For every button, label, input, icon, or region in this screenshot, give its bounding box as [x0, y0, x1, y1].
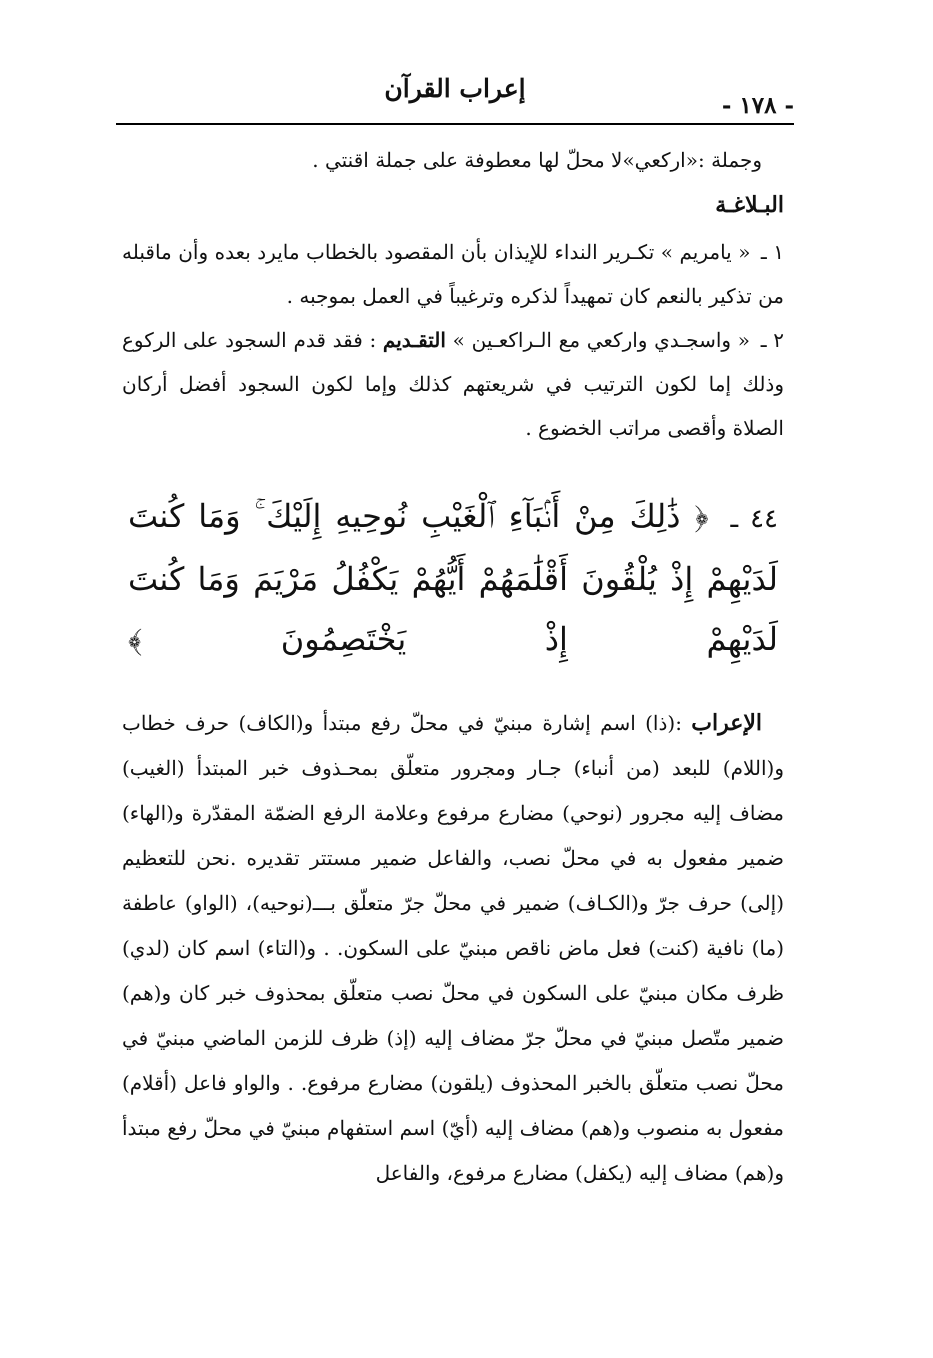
header-divider	[116, 123, 794, 125]
point-2-text: : فقد قدم السجود على الركوع وذلك إما لكون الترتيب في شريعتهم كذلك وإما لكون السجود أفضل أركان الصلاة وأقصى مراتب الخضوع .	[122, 328, 784, 440]
irab-heading: الإعراب	[691, 710, 763, 736]
balagha-point-2	[122, 318, 784, 450]
verse-number: ٤٤ ـ	[730, 504, 779, 534]
irab-paragraph	[122, 701, 784, 1196]
quran-verse	[122, 486, 784, 669]
page-body	[122, 138, 784, 1216]
point-1-number: ١ ـ	[760, 240, 785, 264]
balagha-heading: البـلاغـة	[715, 192, 784, 218]
page-header	[116, 72, 794, 128]
verse-text: ﴿ ذَٰلِكَ مِنْ أَنۢبَآءِ ٱلْغَيْبِ نُوحِيهِ إِلَيْكَ ۚ وَمَا كُنتَ لَدَيْهِمْ إِذْ يُلْقُونَ أَقْلَٰمَهُمْ أَيُّهُمْ يَكْفُلُ مَرْيَمَ وَمَا كُنتَ لَدَيْهِمْ إِذْ يَخْتَصِمُونَ ﴾	[128, 497, 778, 658]
balagha-point-1	[122, 230, 784, 318]
point-2-number: ٢ ـ	[760, 328, 785, 352]
point-1-text: « يامريم » تكـرير النداء للإيذان بأن المقصود بالخطاب مايرد بعده وأن ماقبله من تذكير بالنعم كان تمهيداً لذكره وترغيباً في العمل بموجبه .	[122, 240, 784, 308]
intro-sentence: وجملة :«اركعي»لا محلّ لها معطوفة على جملة اقنتي .	[312, 148, 762, 172]
page-number: - ١٧٨ -	[721, 92, 794, 119]
book-title: إعراب القرآن	[384, 74, 526, 103]
point-2-quote: « واسجـدي واركعي مع الـراكعـين »	[452, 328, 750, 352]
irab-text: :(ذا) اسم إشارة مبنيّ في محلّ رفع مبتدأ و(الكاف) حرف خطاب و(اللام) للبعد (من أنباء) جـار ومجرور متعلّق بمحـذوف خبر المبتدأ (الغيب) مضاف إليه مجرور (نوحي) مضارع مرفوع وعلامة الرفع الضمّة المقدّرة و(الهاء) ضمير مفعول به في محلّ نصب، والفاعل ضمير مستتر تقديره .نحن للتعظيم (إلى) حرف جرّ و(الكـاف) ضمير في محلّ جرّ متعلّق بـــ(نوحيه)، (الواو) عاطفة (ما) نافية (كنت) فعل ماض ناقص مبنيّ على السكون. . و(التاء) اسم كان (لدي) ظرف مكان مبنيّ على السكون في محلّ نصب متعلّق بمحذوف خبر كان و(هم) ضمير متّصل مبنيّ في محلّ جرّ مضاف إليه (إذ) ظرف للزمن الماضي مبنيّ في محلّ نصب متعلّق بالخبر المحذوف (يلقون) مضارع مرفوع. . والواو فاعل (أقلام) مفعول به منصوب و(هم) مضاف إليه (أيّ) اسم استفهام مبنيّ في محلّ رفع مبتدأ و(هم) مضاف إليه (يكفل) مضارع مرفوع، والفاعل	[122, 711, 784, 1185]
point-2-term: التقـديم	[382, 328, 446, 352]
